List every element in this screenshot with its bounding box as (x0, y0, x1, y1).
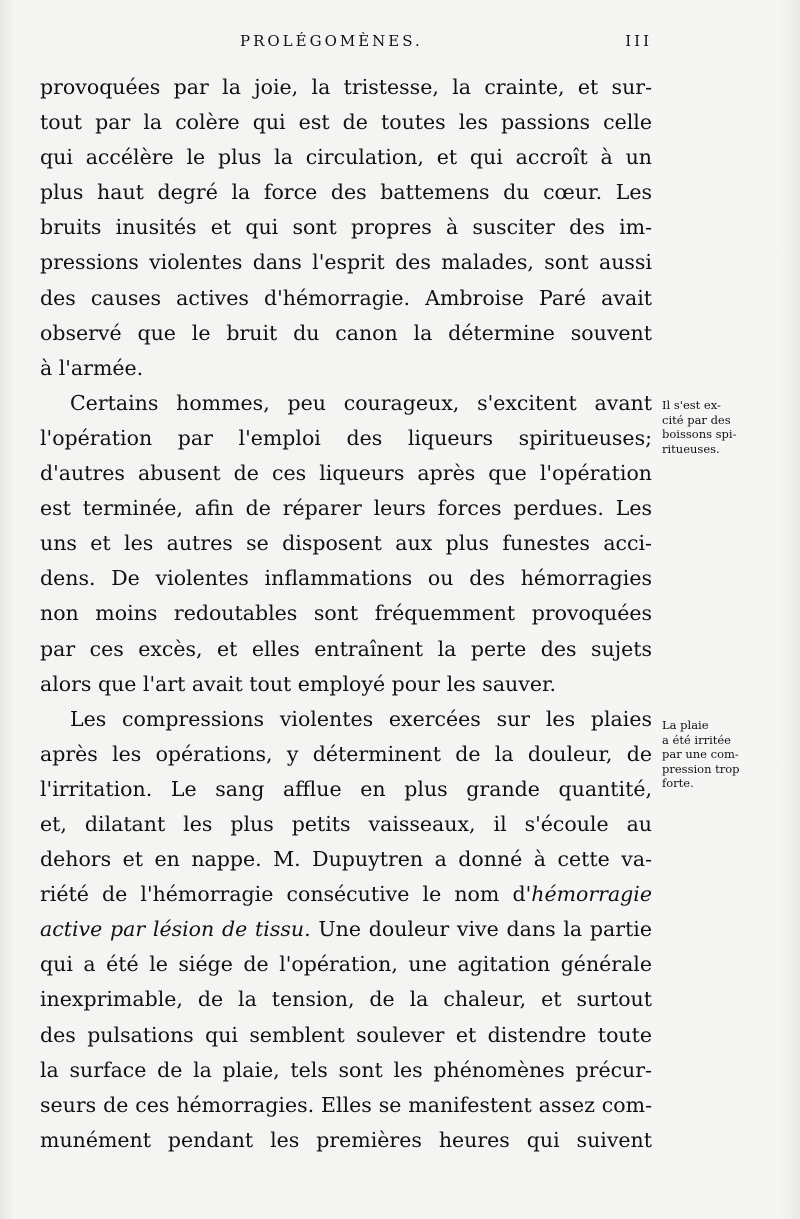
margin-note-1 (662, 398, 780, 456)
note-line: forte. (662, 776, 694, 790)
text-line: dehors et en nappe. M. Dupuytren a donné à cette va- (40, 847, 652, 872)
note-line: La plaie (662, 718, 709, 732)
text-line: munément pendant les premières heures qui suivent (40, 1127, 652, 1152)
paragraph-3 (40, 702, 652, 1158)
text-line: bruits inusités et qui sont propres à susciter des im- (40, 215, 652, 240)
text-line: alors que l'art avait tout employé pour les sauver. (40, 671, 557, 696)
paragraph-1 (40, 70, 652, 386)
paragraph-2 (40, 386, 652, 702)
text-line (40, 912, 652, 947)
text-line: Les compressions violentes exercées sur les plaies (70, 706, 652, 731)
text-line: l'opération par l'emploi des liqueurs spiritueuses; (40, 425, 652, 450)
note-line: a été irritée (662, 732, 731, 747)
text-line: d'autres abusent de ces liqueurs après que l'opération (40, 461, 652, 486)
text-line: et, dilatant les plus petits vaisseaux, il s'écoule au (40, 811, 652, 836)
note-line: ritueuses. (662, 441, 720, 456)
text-line: non moins redoutables sont fréquemment provoquées (40, 601, 652, 626)
text-line: à l'armée. (40, 355, 144, 380)
text-line: Certains hommes, peu courageux, s'excitent avant (70, 390, 652, 415)
text-line: l'irritation. Le sang afflue en plus grande quantité, (40, 776, 652, 801)
text-line (40, 877, 652, 912)
text-line: uns et les autres se disposent aux plus funestes acci- (40, 531, 652, 556)
line-text: riété de l'hémorragie consécutive le nom d' (40, 882, 532, 907)
margin-note-2 (662, 718, 780, 791)
text-line: inexprimable, de la tension, de la chaleur, et surtout (40, 987, 652, 1012)
text-line: la surface de la plaie, tels sont les phénomènes précur- (40, 1057, 652, 1082)
note-line: pression trop (662, 761, 740, 776)
note-line: cité par des (662, 412, 731, 427)
text-line: des pulsations qui semblent soulever et distendre toute (40, 1022, 652, 1047)
text-line: par ces excès, et elles entraînent la perte des sujets (40, 636, 652, 661)
text-line: seurs de ces hémorragies. Elles se manifestent assez com- (40, 1092, 652, 1117)
text-line: dens. De violentes inflammations ou des hémorragies (40, 566, 652, 591)
italic-term: active par lésion de tissu. (40, 917, 311, 942)
note-line: Il s'est ex- (662, 398, 721, 412)
text-line: provoquées par la joie, la tristesse, la crainte, et sur- (40, 75, 652, 99)
text-line: est terminée, afin de réparer leurs forces perdues. Les (40, 496, 652, 521)
text-line: tout par la colère qui est de toutes les passions celle (40, 110, 652, 135)
text-line: après les opérations, y déterminent de la douleur, de (40, 741, 652, 766)
text-line: plus haut degré la force des battemens du cœur. Les (40, 180, 652, 205)
note-line: boissons spi- (662, 427, 737, 441)
italic-term: hémorragie (531, 882, 652, 907)
text-line: pressions violentes dans l'esprit des malades, sont aussi (40, 250, 652, 275)
text-line: qui a été le siége de l'opération, une agitation générale (40, 952, 652, 977)
running-title: PROLÉGOMÈNES. (240, 32, 423, 50)
text-line: observé que le bruit du canon la détermine souvent (40, 320, 652, 345)
text-line: qui accélère le plus la circulation, et qui accroît à un (40, 145, 652, 170)
running-head (40, 32, 652, 58)
note-line: par une com- (662, 747, 739, 761)
page-number: III (625, 32, 652, 50)
line-text: Une douleur vive dans la partie (310, 917, 652, 942)
body-text (40, 70, 652, 1158)
text-line: des causes actives d'hémorragie. Ambroise Paré avait (40, 285, 652, 310)
